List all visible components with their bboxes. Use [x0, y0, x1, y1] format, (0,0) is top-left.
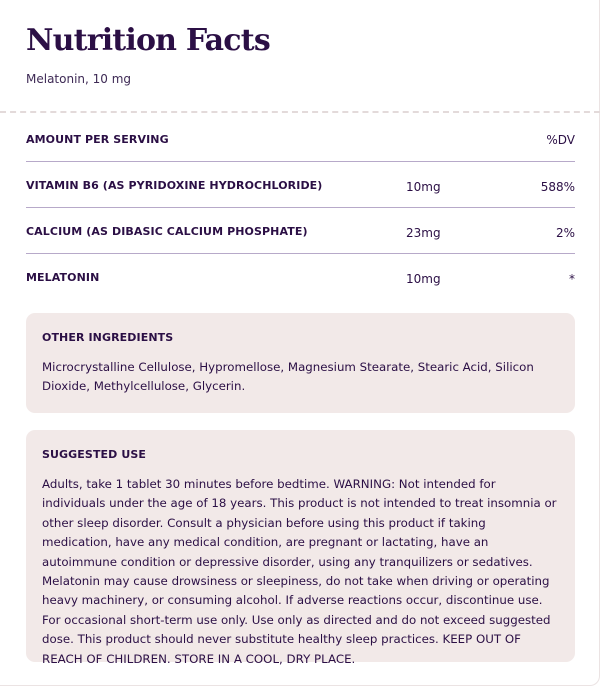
table-row: [26, 208, 575, 254]
nutrient-name: CALCIUM (AS DIBASIC CALCIUM PHOSPHATE): [26, 225, 308, 238]
nutrient-name: VITAMIN B6 (AS PYRIDOXINE HYDROCHLORIDE): [26, 179, 323, 192]
other-ingredients-title: OTHER INGREDIENTS: [42, 331, 174, 344]
nutrient-amount: 10mg: [406, 272, 441, 286]
table-header-row: [26, 116, 575, 162]
amount-per-serving-label: AMOUNT PER SERVING: [26, 133, 169, 146]
nutrient-amount: 23mg: [406, 226, 441, 240]
table-row: [26, 162, 575, 208]
suggested-use-box: [26, 430, 575, 666]
suggested-use-text: Adults, take 1 tablet 30 minutes before bedtime. WARNING: Not intended for individuals under the age of 18 years. This product is not intended to treat insomnia or other sleep disorder. Consult a physician before using this product if taking medication, have any medical condition, are pregnant or lactating, have an autoimmune condition or depressive disorder, using any tranquilizers or sedatives. Melatonin may cause drowsiness or sleepiness, do not take when driving or operating heavy machinery, or consuming alcohol. If adverse reactions occur, discontinue use. For occasional short-term use only. Use only as directed and do not exceed suggested dose. This product should never substitute healthy sleep practices. KEEP OUT OF REACH OF CHILDREN. STORE IN A COOL, DRY PLACE.: [42, 477, 557, 666]
dv-header-label: %DV: [546, 133, 575, 147]
page-title: Nutrition Facts: [26, 23, 270, 58]
nutrient-amount: 10mg: [406, 180, 441, 194]
nutrient-dv: 588%: [540, 180, 575, 194]
other-ingredients-text: Microcrystalline Cellulose, Hypromellose, Magnesium Stearate, Stearic Acid, Silicon Dioxide, Methylcellulose, Glycerin.: [42, 360, 534, 394]
suggested-use-title: SUGGESTED USE: [42, 448, 146, 461]
dashed-divider: [0, 111, 600, 113]
other-ingredients-box: [26, 313, 575, 413]
nutrient-name: MELATONIN: [26, 271, 100, 284]
product-subtitle: Melatonin, 10 mg: [26, 72, 132, 86]
table-row: [26, 254, 575, 300]
nutrient-dv: 2%: [555, 226, 575, 240]
header: [26, 22, 270, 86]
nutrient-dv: *: [569, 272, 575, 286]
nutrition-table: [26, 116, 575, 300]
